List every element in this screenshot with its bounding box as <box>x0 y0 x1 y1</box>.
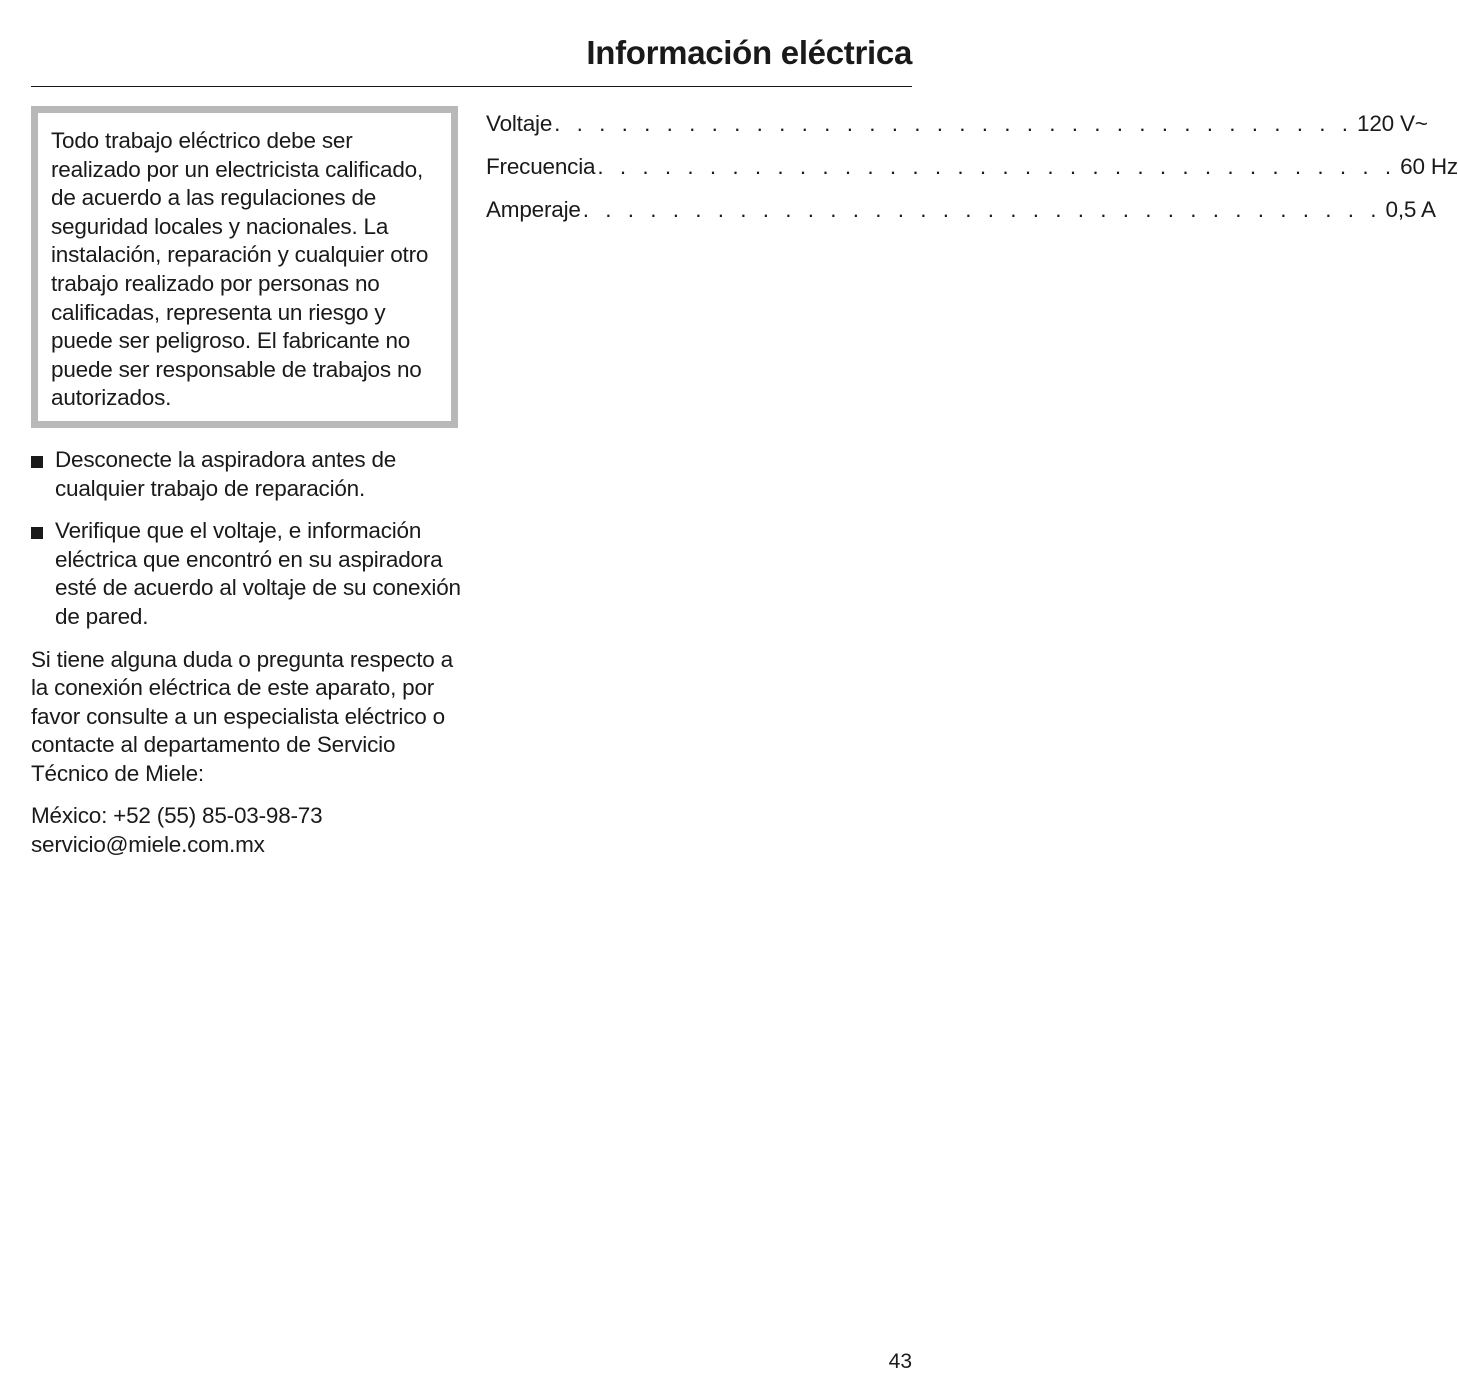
email-address: servicio@miele.com.mx <box>31 832 265 858</box>
list-item-text: Verifique que el voltaje, e información eléctrica que encontró en su aspiradora esté de acuerdo al voltaje de su conexión de pared. <box>55 518 461 629</box>
instruction-list <box>31 446 461 632</box>
square-bullet-icon <box>31 527 43 539</box>
square-bullet-icon <box>31 456 43 468</box>
dot-leader: . . . . . . . . . . . . . . . . . . . . . . . . . . . . . . . . . . . . <box>582 197 1382 222</box>
spec-row-frequency <box>486 153 1458 196</box>
spec-label: Frecuencia <box>486 154 596 179</box>
dot-leader: . . . . . . . . . . . . . . . . . . . . . . . . . . . . . . . . . . . . <box>554 111 1353 136</box>
spec-row-amperage <box>486 196 1436 239</box>
spec-value: 120 V~ <box>1357 111 1428 136</box>
warning-box <box>31 106 458 428</box>
page-title: Información eléctrica <box>586 34 912 71</box>
spec-label: Amperaje <box>486 197 581 222</box>
spec-value: 60 Hz <box>1400 154 1458 179</box>
electrical-specs <box>486 110 1458 239</box>
contact-paragraph: Si tiene alguna duda o pregunta respecto a la conexión eléctrica de este aparato, por favor consulte a un especialista eléctrico o contacte al departamento de Servicio Técnico de Miele: <box>31 646 453 786</box>
title-divider <box>31 86 912 87</box>
spec-label: Voltaje <box>486 111 553 136</box>
list-item <box>31 517 461 631</box>
spec-value: 0,5 A <box>1385 197 1436 222</box>
page-number: 43 <box>888 1350 912 1373</box>
dot-leader: . . . . . . . . . . . . . . . . . . . . . . . . . . . . . . . . . . . . <box>597 154 1397 179</box>
phone-line: México: +52 (55) 85-03-98-73 <box>31 803 323 829</box>
left-column <box>31 106 461 860</box>
spec-row-voltage <box>486 110 1428 153</box>
warning-text: Todo trabajo eléctrico debe ser realizado por un electricista calificado, de acuerdo a las regulaciones de seguridad locales y nacionales. La instalación, reparación y cualquier otro trabajo realizado por personas no calificadas, representa un riesgo y puede ser peligroso. El fabricante no puede ser responsable de trabajos no autorizados. <box>51 128 429 411</box>
list-item <box>31 446 461 503</box>
contact-details <box>31 802 461 859</box>
list-item-text: Desconecte la aspiradora antes de cualquier trabajo de reparación. <box>55 446 397 501</box>
